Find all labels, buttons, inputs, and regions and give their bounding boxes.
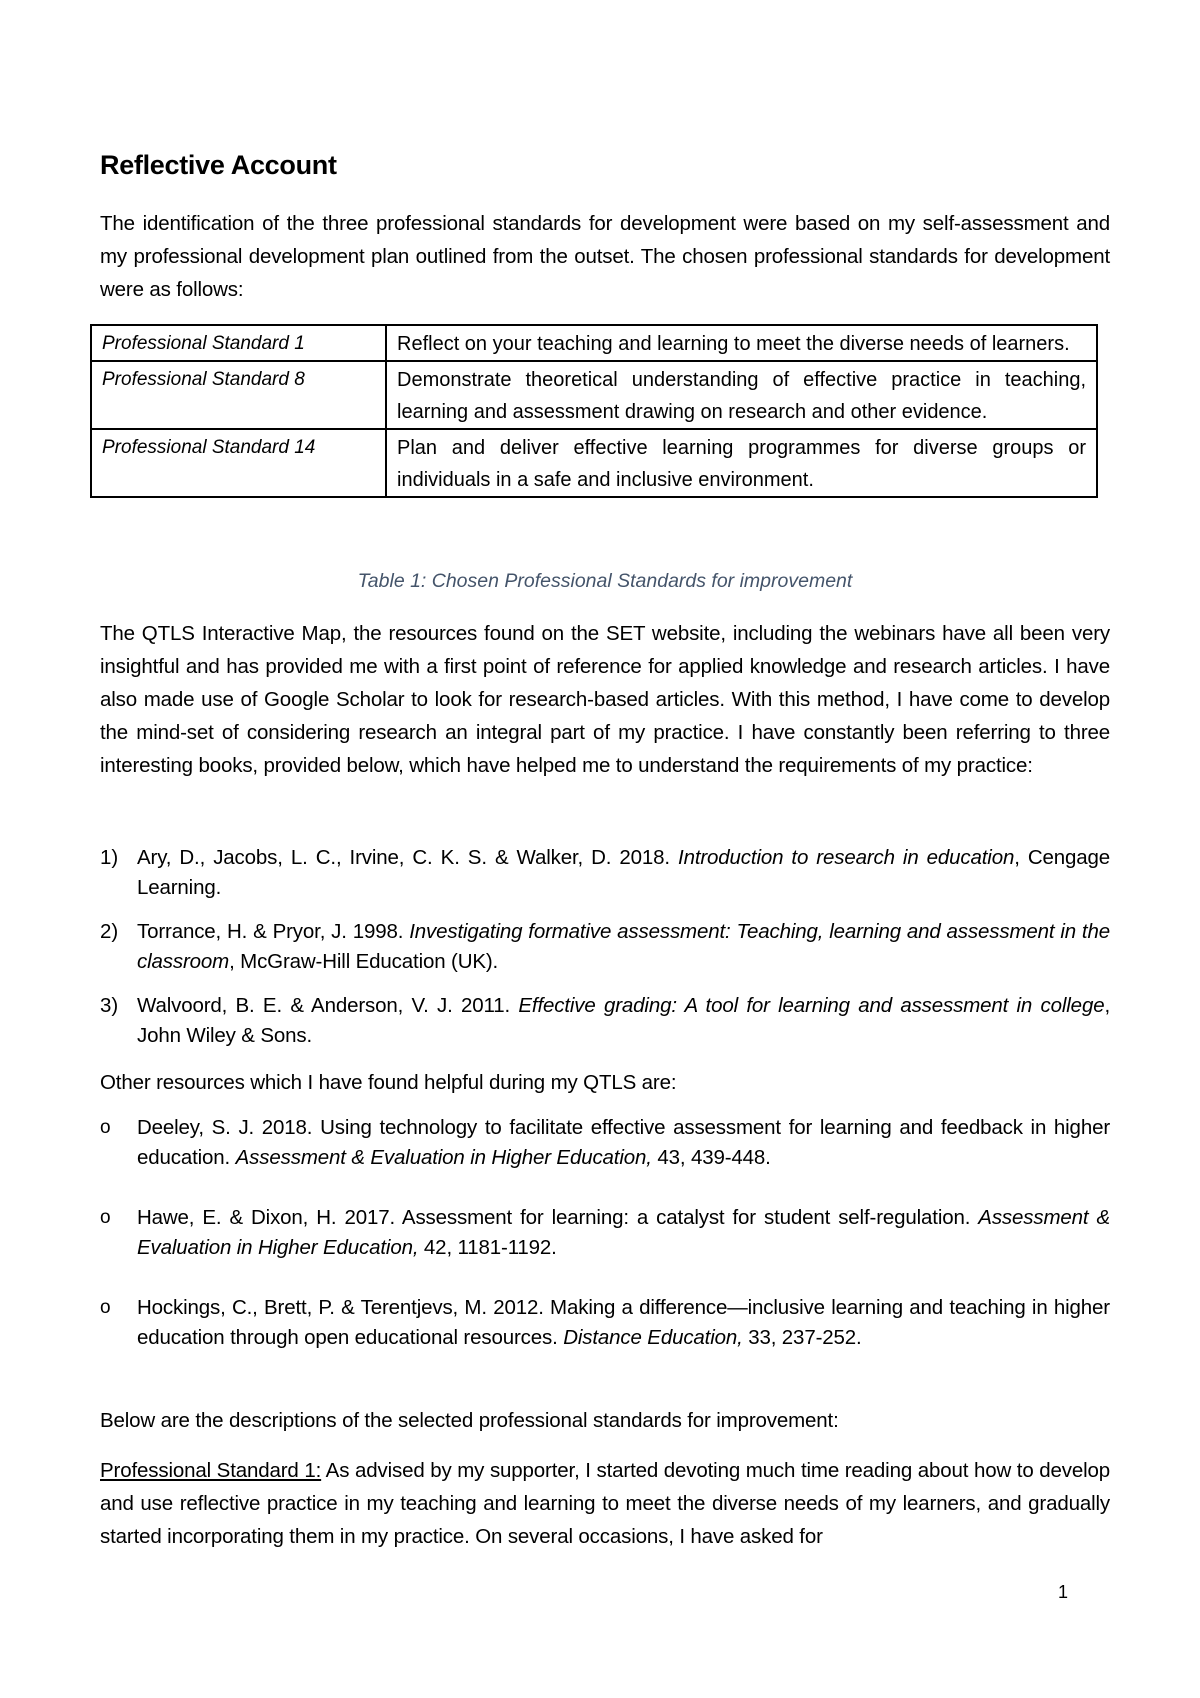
reference-body: [137, 843, 1110, 903]
standard-1-lead: Professional Standard 1:: [100, 1459, 322, 1482]
standard-1-paragraph: [100, 1454, 1110, 1553]
reference-body: [137, 991, 1110, 1051]
book-reference: [100, 991, 1110, 1051]
reference-body: [137, 1203, 1110, 1263]
resources-paragraph: The QTLS Interactive Map, the resources found on the SET website, including the webinars have all been very insightful and has provided me with a first point of reference for applied knowledge and research articles. I have also made use of Google Scholar to look for research-based articles. With this method, I have come to develop the mind-set of considering research an integral part of my practice. I have constantly been referring to three interesting books, provided below, which have helped me to understand the requirements of my practice:: [100, 622, 1110, 777]
reference-text: Hawe, E. & Dixon, H. 2017. Assessment for learning: a catalyst for student self-regulation.: [137, 1206, 979, 1229]
standard-description: Plan and deliver effective learning programmes for diverse groups or individuals in a safe and inclusive environment.: [386, 429, 1097, 497]
reference-publisher: , Cengage Learning.: [137, 846, 1110, 899]
standard-description: Reflect on your teaching and learning to meet the diverse needs of learners.: [386, 325, 1097, 361]
standard-description: Demonstrate theoretical understanding of effective practice in teaching, learning and assessment drawing on research and other evidence.: [386, 361, 1097, 429]
resource-reference: [100, 1203, 1110, 1263]
intro-paragraph: The identification of the three professional standards for development were based on my self-assessment and my professional development plan outlined from the outset. The chosen professional standards for development were as follows:: [100, 212, 1110, 301]
bullet-icon: o: [100, 1117, 111, 1138]
standard-label: Professional Standard 8: [91, 361, 386, 429]
reference-title: Investigating formative assessment: Teaching, learning and assessment in the classroom: [137, 920, 1110, 973]
document-page: [100, 0, 1110, 1698]
reference-authors: Torrance, H. & Pryor, J. 1998.: [137, 920, 410, 943]
table-row: [91, 325, 1097, 361]
reference-body: [137, 917, 1110, 977]
reference-title: Introduction to research in education: [678, 846, 1015, 869]
book-reference: [100, 843, 1110, 903]
reference-title: Effective grading: A tool for learning and assessment in college: [518, 994, 1105, 1017]
table-caption: Table 1: Chosen Professional Standards for improvement: [357, 570, 853, 592]
bullet-icon: o: [100, 1297, 111, 1318]
reference-publisher: , McGraw-Hill Education (UK).: [229, 950, 499, 973]
page-number: 1: [1058, 1582, 1069, 1602]
resource-reference: [100, 1293, 1110, 1353]
reference-journal: Distance Education,: [563, 1326, 743, 1349]
reference-text: Hockings, C., Brett, P. & Terentjevs, M. 2012. Making a difference—inclusive learning and teaching in higher education through open educational resources.: [137, 1296, 1110, 1349]
standard-label: Professional Standard 14: [91, 429, 386, 497]
resource-reference: [100, 1113, 1110, 1173]
reference-volume: 43, 439-448.: [651, 1146, 771, 1169]
list-number: 3): [100, 994, 119, 1017]
reference-authors: Walvoord, B. E. & Anderson, V. J. 2011.: [137, 994, 519, 1017]
reference-text: Deeley, S. J. 2018. Using technology to facilitate effective assessment for learning and feedback in higher education.: [137, 1116, 1110, 1169]
book-reference: [100, 917, 1110, 977]
standard-1-text: As advised by my supporter, I started devoting much time reading about how to develop and use reflective practice in my teaching and learning to meet the diverse needs of my learners, and gradually started incorporating them in my practice. On several occasions, I have asked for: [100, 1459, 1110, 1548]
other-resources-intro: Other resources which I have found helpful during my QTLS are:: [100, 1071, 677, 1094]
list-number: 1): [100, 846, 119, 869]
reference-body: [137, 1113, 1110, 1173]
reference-volume: 33, 237-252.: [742, 1326, 862, 1349]
table-row: [91, 429, 1097, 497]
reference-journal: Assessment & Evaluation in Higher Education,: [235, 1146, 652, 1169]
bullet-icon: o: [100, 1207, 111, 1228]
reference-authors: Ary, D., Jacobs, L. C., Irvine, C. K. S. & Walker, D. 2018.: [137, 846, 679, 869]
reference-volume: 42, 1181-1192.: [418, 1236, 557, 1259]
standards-table: [90, 324, 1098, 498]
reference-body: [137, 1293, 1110, 1353]
table-row: [91, 361, 1097, 429]
reference-publisher: , John Wiley & Sons.: [137, 994, 1110, 1047]
descriptions-intro: Below are the descriptions of the selected professional standards for improvement:: [100, 1409, 839, 1432]
reference-journal: Assessment & Evaluation in Higher Education,: [137, 1206, 1110, 1259]
standard-label: Professional Standard 1: [91, 325, 386, 361]
list-number: 2): [100, 920, 119, 943]
page-title: Reflective Account: [100, 150, 337, 180]
